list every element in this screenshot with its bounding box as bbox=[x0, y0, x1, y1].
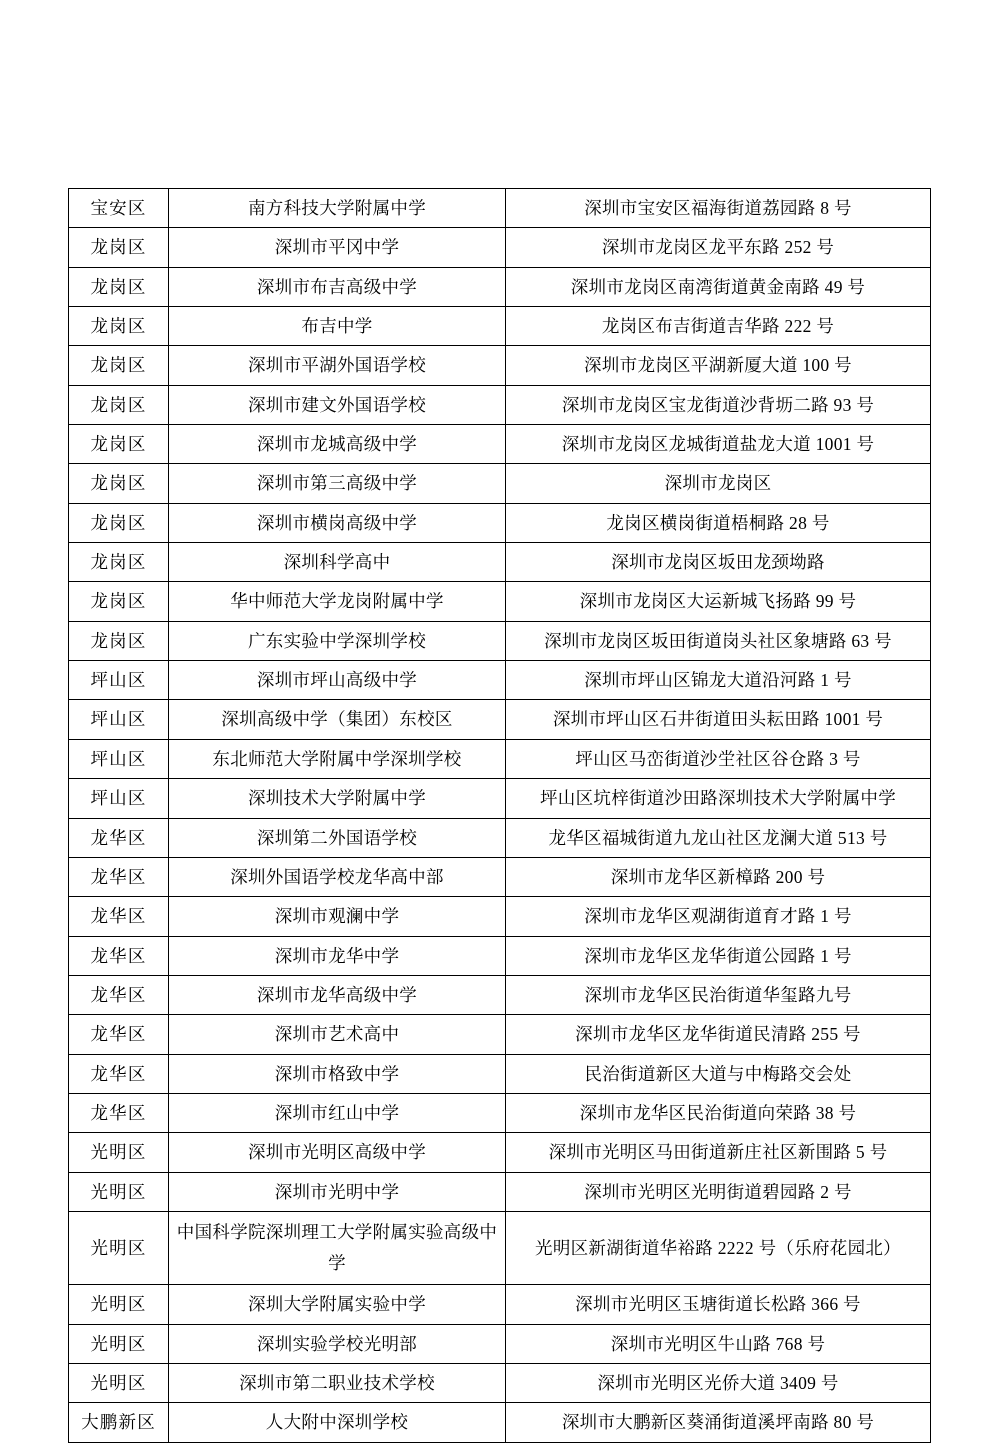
table-cell-school: 深圳技术大学附属中学 bbox=[169, 779, 506, 818]
table-cell-address: 深圳市龙华区民治街道华玺路九号 bbox=[506, 975, 931, 1014]
table-cell-district: 龙华区 bbox=[69, 975, 169, 1014]
table-cell-district: 光明区 bbox=[69, 1324, 169, 1363]
table-cell-address: 深圳市光明区玉塘街道长松路 366 号 bbox=[506, 1285, 931, 1324]
table-cell-school: 深圳市第三高级中学 bbox=[169, 464, 506, 503]
table-cell-address: 深圳市龙岗区龙城街道盐龙大道 1001 号 bbox=[506, 425, 931, 464]
table-cell-school: 深圳市格致中学 bbox=[169, 1054, 506, 1093]
table-cell-district: 龙岗区 bbox=[69, 385, 169, 424]
table-cell-district: 龙华区 bbox=[69, 1093, 169, 1132]
table-cell-address: 坪山区马峦街道沙坣社区谷仓路 3 号 bbox=[506, 739, 931, 778]
table-row bbox=[69, 700, 931, 739]
table-cell-district: 龙岗区 bbox=[69, 582, 169, 621]
table-cell-address: 深圳市龙华区龙华街道民清路 255 号 bbox=[506, 1015, 931, 1054]
table-cell-district: 坪山区 bbox=[69, 661, 169, 700]
table-cell-school: 深圳第二外国语学校 bbox=[169, 818, 506, 857]
table-cell-district: 宝安区 bbox=[69, 189, 169, 228]
table-cell-address: 光明区新湖街道华裕路 2222 号（乐府花园北） bbox=[506, 1211, 931, 1284]
table-row bbox=[69, 661, 931, 700]
table-row bbox=[69, 1285, 931, 1324]
table-cell-address: 龙岗区布吉街道吉华路 222 号 bbox=[506, 307, 931, 346]
table-row bbox=[69, 1133, 931, 1172]
table-cell-school: 深圳市横岗高级中学 bbox=[169, 503, 506, 542]
table-cell-address: 深圳市光明区光侨大道 3409 号 bbox=[506, 1363, 931, 1402]
table-cell-address: 深圳市龙岗区龙平东路 252 号 bbox=[506, 228, 931, 267]
table-cell-address: 深圳市大鹏新区葵涌街道溪坪南路 80 号 bbox=[506, 1403, 931, 1442]
table-row bbox=[69, 464, 931, 503]
table-cell-school: 东北师范大学附属中学深圳学校 bbox=[169, 739, 506, 778]
table-cell-school: 深圳市光明区高级中学 bbox=[169, 1133, 506, 1172]
table-cell-district: 龙岗区 bbox=[69, 621, 169, 660]
table-cell-district: 龙华区 bbox=[69, 936, 169, 975]
table-row bbox=[69, 1172, 931, 1211]
table-row bbox=[69, 346, 931, 385]
table-cell-district: 龙岗区 bbox=[69, 464, 169, 503]
table-cell-school: 深圳市艺术高中 bbox=[169, 1015, 506, 1054]
table-cell-address: 深圳市光明区马田街道新庄社区新围路 5 号 bbox=[506, 1133, 931, 1172]
table-row bbox=[69, 779, 931, 818]
table-cell-district: 光明区 bbox=[69, 1285, 169, 1324]
table-row bbox=[69, 1363, 931, 1402]
table-row bbox=[69, 975, 931, 1014]
table-cell-district: 龙华区 bbox=[69, 1015, 169, 1054]
table-cell-district: 龙岗区 bbox=[69, 307, 169, 346]
table-cell-district: 龙岗区 bbox=[69, 543, 169, 582]
table-cell-school: 广东实验中学深圳学校 bbox=[169, 621, 506, 660]
table-cell-school: 深圳大学附属实验中学 bbox=[169, 1285, 506, 1324]
table-row bbox=[69, 857, 931, 896]
table-cell-address: 深圳市光明区牛山路 768 号 bbox=[506, 1324, 931, 1363]
table-row bbox=[69, 267, 931, 306]
table-cell-school: 深圳实验学校光明部 bbox=[169, 1324, 506, 1363]
table-cell-district: 大鹏新区 bbox=[69, 1403, 169, 1442]
table-cell-school: 深圳市光明中学 bbox=[169, 1172, 506, 1211]
table-cell-address: 深圳市坪山区锦龙大道沿河路 1 号 bbox=[506, 661, 931, 700]
school-table bbox=[68, 188, 931, 1443]
table-cell-school: 南方科技大学附属中学 bbox=[169, 189, 506, 228]
table-cell-school: 华中师范大学龙岗附属中学 bbox=[169, 582, 506, 621]
table-row bbox=[69, 1211, 931, 1284]
table-row bbox=[69, 503, 931, 542]
table-cell-address: 深圳市龙岗区南湾街道黄金南路 49 号 bbox=[506, 267, 931, 306]
table-row bbox=[69, 189, 931, 228]
table-cell-address: 深圳市龙岗区坂田街道岗头社区象塘路 63 号 bbox=[506, 621, 931, 660]
table-cell-district: 龙岗区 bbox=[69, 228, 169, 267]
table-cell-address: 深圳市龙华区新樟路 200 号 bbox=[506, 857, 931, 896]
table-row bbox=[69, 1324, 931, 1363]
table-cell-district: 光明区 bbox=[69, 1133, 169, 1172]
table-cell-school: 深圳市观澜中学 bbox=[169, 897, 506, 936]
table-cell-district: 龙华区 bbox=[69, 1054, 169, 1093]
table-row bbox=[69, 385, 931, 424]
table-cell-school: 深圳市龙华高级中学 bbox=[169, 975, 506, 1014]
table-cell-school: 深圳市坪山高级中学 bbox=[169, 661, 506, 700]
table-row bbox=[69, 228, 931, 267]
table-cell-address: 深圳市龙岗区宝龙街道沙背坜二路 93 号 bbox=[506, 385, 931, 424]
table-cell-school: 深圳科学高中 bbox=[169, 543, 506, 582]
table-row bbox=[69, 897, 931, 936]
table-cell-address: 深圳市龙华区民治街道向荣路 38 号 bbox=[506, 1093, 931, 1132]
table-row bbox=[69, 1054, 931, 1093]
table-cell-district: 坪山区 bbox=[69, 739, 169, 778]
table-row bbox=[69, 1403, 931, 1442]
table-cell-school: 深圳市红山中学 bbox=[169, 1093, 506, 1132]
table-cell-address: 深圳市龙岗区 bbox=[506, 464, 931, 503]
table-row bbox=[69, 582, 931, 621]
table-cell-school: 深圳市第二职业技术学校 bbox=[169, 1363, 506, 1402]
table-cell-district: 龙岗区 bbox=[69, 346, 169, 385]
table-row bbox=[69, 936, 931, 975]
table-cell-district: 龙岗区 bbox=[69, 503, 169, 542]
table-cell-address: 深圳市龙岗区大运新城飞扬路 99 号 bbox=[506, 582, 931, 621]
table-row bbox=[69, 818, 931, 857]
table-cell-school: 中国科学院深圳理工大学附属实验高级中学 bbox=[169, 1211, 506, 1284]
table-cell-district: 光明区 bbox=[69, 1211, 169, 1284]
table-cell-address: 深圳市龙华区龙华街道公园路 1 号 bbox=[506, 936, 931, 975]
table-cell-school: 深圳高级中学（集团）东校区 bbox=[169, 700, 506, 739]
table-cell-district: 龙华区 bbox=[69, 857, 169, 896]
table-row bbox=[69, 307, 931, 346]
table-row bbox=[69, 425, 931, 464]
table-cell-address: 深圳市宝安区福海街道荔园路 8 号 bbox=[506, 189, 931, 228]
table-cell-school: 深圳外国语学校龙华高中部 bbox=[169, 857, 506, 896]
table-cell-address: 深圳市龙岗区坂田龙颈坳路 bbox=[506, 543, 931, 582]
table-row bbox=[69, 739, 931, 778]
table-cell-school: 人大附中深圳学校 bbox=[169, 1403, 506, 1442]
table-row bbox=[69, 1093, 931, 1132]
table-cell-school: 深圳市平湖外国语学校 bbox=[169, 346, 506, 385]
school-table-body bbox=[69, 189, 931, 1443]
table-cell-address: 深圳市龙岗区平湖新厦大道 100 号 bbox=[506, 346, 931, 385]
table-cell-district: 光明区 bbox=[69, 1363, 169, 1402]
table-cell-address: 坪山区坑梓街道沙田路深圳技术大学附属中学 bbox=[506, 779, 931, 818]
table-cell-school: 深圳市龙华中学 bbox=[169, 936, 506, 975]
table-cell-school: 深圳市平冈中学 bbox=[169, 228, 506, 267]
table-row bbox=[69, 543, 931, 582]
table-cell-school: 深圳市布吉高级中学 bbox=[169, 267, 506, 306]
table-cell-school: 深圳市龙城高级中学 bbox=[169, 425, 506, 464]
table-cell-address: 民治街道新区大道与中梅路交会处 bbox=[506, 1054, 931, 1093]
table-cell-district: 坪山区 bbox=[69, 779, 169, 818]
table-cell-district: 龙华区 bbox=[69, 897, 169, 936]
table-cell-district: 坪山区 bbox=[69, 700, 169, 739]
table-cell-address: 龙华区福城街道九龙山社区龙澜大道 513 号 bbox=[506, 818, 931, 857]
table-cell-school: 布吉中学 bbox=[169, 307, 506, 346]
table-cell-address: 深圳市坪山区石井街道田头耘田路 1001 号 bbox=[506, 700, 931, 739]
table-row bbox=[69, 1015, 931, 1054]
table-cell-school: 深圳市建文外国语学校 bbox=[169, 385, 506, 424]
school-table-container bbox=[68, 188, 930, 1443]
table-row bbox=[69, 621, 931, 660]
table-cell-district: 龙华区 bbox=[69, 818, 169, 857]
table-cell-address: 深圳市光明区光明街道碧园路 2 号 bbox=[506, 1172, 931, 1211]
table-cell-district: 光明区 bbox=[69, 1172, 169, 1211]
table-cell-district: 龙岗区 bbox=[69, 267, 169, 306]
table-cell-address: 深圳市龙华区观湖街道育才路 1 号 bbox=[506, 897, 931, 936]
table-cell-address: 龙岗区横岗街道梧桐路 28 号 bbox=[506, 503, 931, 542]
table-cell-district: 龙岗区 bbox=[69, 425, 169, 464]
